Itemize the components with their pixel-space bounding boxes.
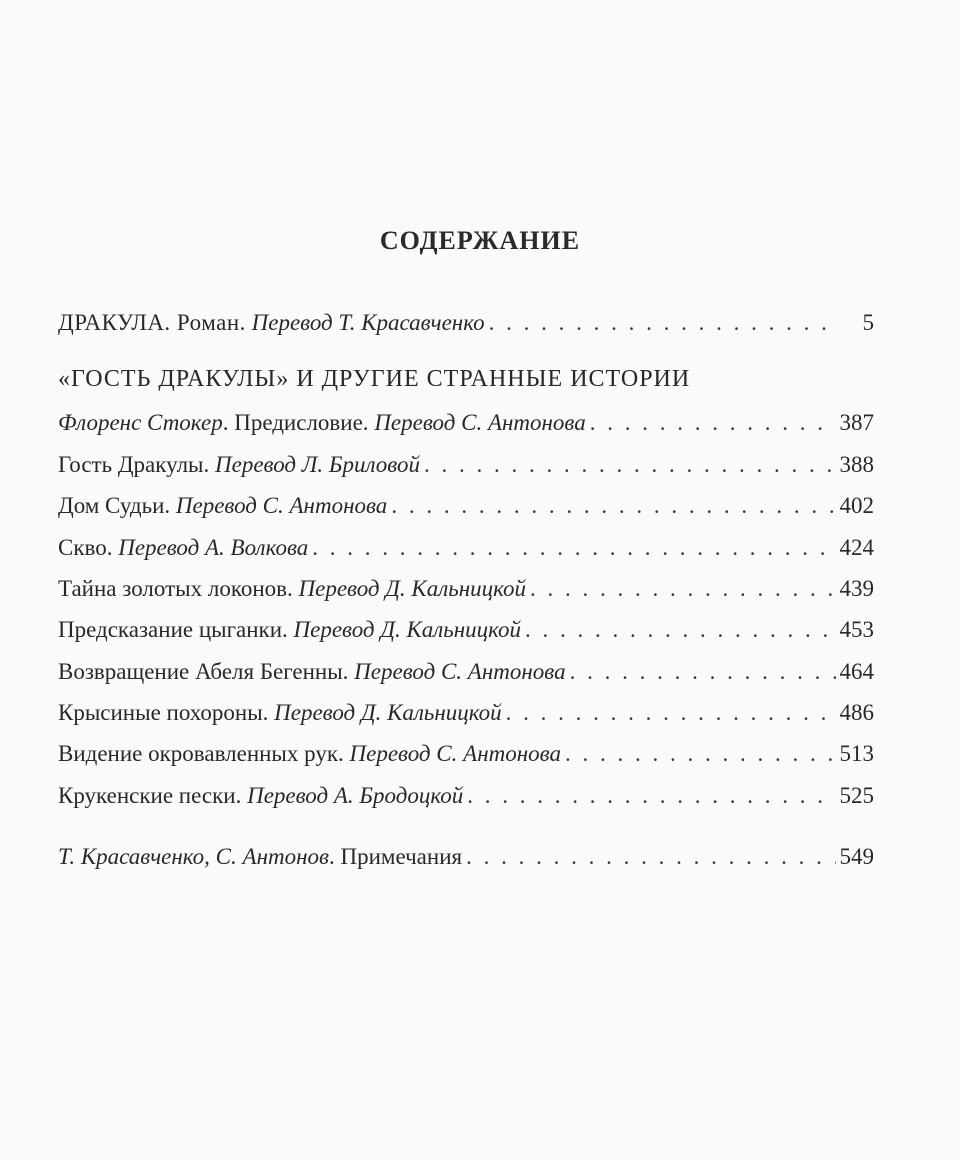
- entry-text: [58, 450, 420, 480]
- entry-page-number: 513: [839, 741, 874, 766]
- entry-text: [58, 615, 521, 645]
- dot-leader: [424, 450, 836, 480]
- dot-leader: [525, 615, 835, 645]
- entry-title: Дом Судьи.: [58, 493, 176, 518]
- dot-leader: [506, 698, 836, 728]
- entry-translator: Перевод Д. Кальницкой: [274, 700, 502, 725]
- entry-title: Тайна золотых локонов.: [58, 576, 299, 601]
- entry-translator: Перевод С. Антонова: [349, 741, 561, 766]
- entry-title: Гость Дракулы.: [58, 452, 216, 477]
- dot-leader: [466, 842, 835, 872]
- entry-page-number: 5: [862, 310, 874, 335]
- entry-translator: Перевод А. Волкова: [118, 535, 309, 560]
- entry-text: [58, 574, 526, 604]
- entry-page-number: 387: [839, 410, 874, 435]
- toc-entry-notes: [58, 842, 874, 872]
- dot-leader: [467, 781, 835, 811]
- entry-translator: Перевод С. Антонова: [374, 410, 586, 435]
- entry-page-number: 549: [839, 844, 874, 869]
- dot-leader: [565, 739, 836, 769]
- entry-author: Т. Красавченко, С. Антонов: [58, 844, 329, 869]
- entry-page-number: 402: [839, 493, 874, 518]
- dot-leader: [391, 491, 835, 521]
- entry-translator: Перевод Л. Бриловой: [215, 452, 420, 477]
- toc-entry: [58, 574, 874, 604]
- entry-text: [58, 491, 387, 521]
- entry-text: [58, 533, 308, 563]
- entry-page-number: 525: [839, 783, 874, 808]
- entry-text: [58, 408, 586, 438]
- entry-title: Скво.: [58, 535, 119, 560]
- entry-translator: Перевод С. Антонова: [175, 493, 388, 518]
- toc-entry: [58, 491, 874, 521]
- entry-text: [58, 739, 561, 769]
- page-title: СОДЕРЖАНИЕ: [379, 226, 581, 255]
- toc-entry: [58, 615, 874, 645]
- entry-translator: Перевод Д. Кальницкой: [298, 576, 526, 601]
- entry-page-number: 464: [839, 659, 874, 684]
- entry-translator: Перевод С. Антонова: [354, 659, 566, 684]
- entry-page-number: 486: [839, 700, 874, 725]
- entry-author: Флоренс Стокер: [58, 410, 223, 435]
- section-title: «ГОСТЬ ДРАКУЛЫ» И ДРУГИЕ СТРАННЫЕ ИСТОРИИ: [58, 366, 691, 392]
- entry-title: . Примечания: [329, 844, 463, 869]
- dot-leader: [570, 657, 836, 687]
- toc-entry: [58, 450, 874, 480]
- dot-leader: [590, 408, 836, 438]
- entry-translator: Перевод Т. Красавченко: [251, 310, 485, 335]
- entry-text: [58, 781, 463, 811]
- entry-text: [58, 657, 566, 687]
- entry-text: [58, 308, 485, 338]
- entry-page-number: 424: [839, 535, 874, 560]
- entry-title: Видение окровавленных рук.: [58, 741, 350, 766]
- entry-title: . Предисловие.: [222, 410, 375, 435]
- entry-translator: Перевод А. Бродоцкой: [247, 783, 464, 808]
- toc-entry-dracula: [58, 308, 874, 338]
- entry-title: Возвращение Абеля Бегенны.: [58, 659, 355, 684]
- entry-title: Крысиные похороны.: [58, 700, 275, 725]
- entry-text: [58, 842, 462, 872]
- dot-leader: [489, 308, 829, 338]
- toc-entry: [58, 533, 874, 563]
- dot-leader: [530, 574, 836, 604]
- dot-leader: [312, 533, 835, 563]
- entry-title: Предсказание цыганки.: [58, 617, 294, 642]
- entry-translator: Перевод Д. Кальницкой: [293, 617, 522, 642]
- toc-entry: [58, 657, 874, 687]
- toc-entry: [58, 739, 874, 769]
- toc-entry: [58, 698, 874, 728]
- entry-page-number: 388: [839, 452, 874, 477]
- entry-title: Крукенские пески.: [58, 783, 248, 808]
- entry-text: [58, 698, 502, 728]
- entry-page-number: 439: [839, 576, 874, 601]
- toc-entry: [58, 781, 874, 811]
- entry-page-number: 453: [839, 617, 874, 642]
- entry-title: ДРАКУЛА. Роман.: [58, 310, 246, 335]
- toc-entry: [58, 408, 874, 438]
